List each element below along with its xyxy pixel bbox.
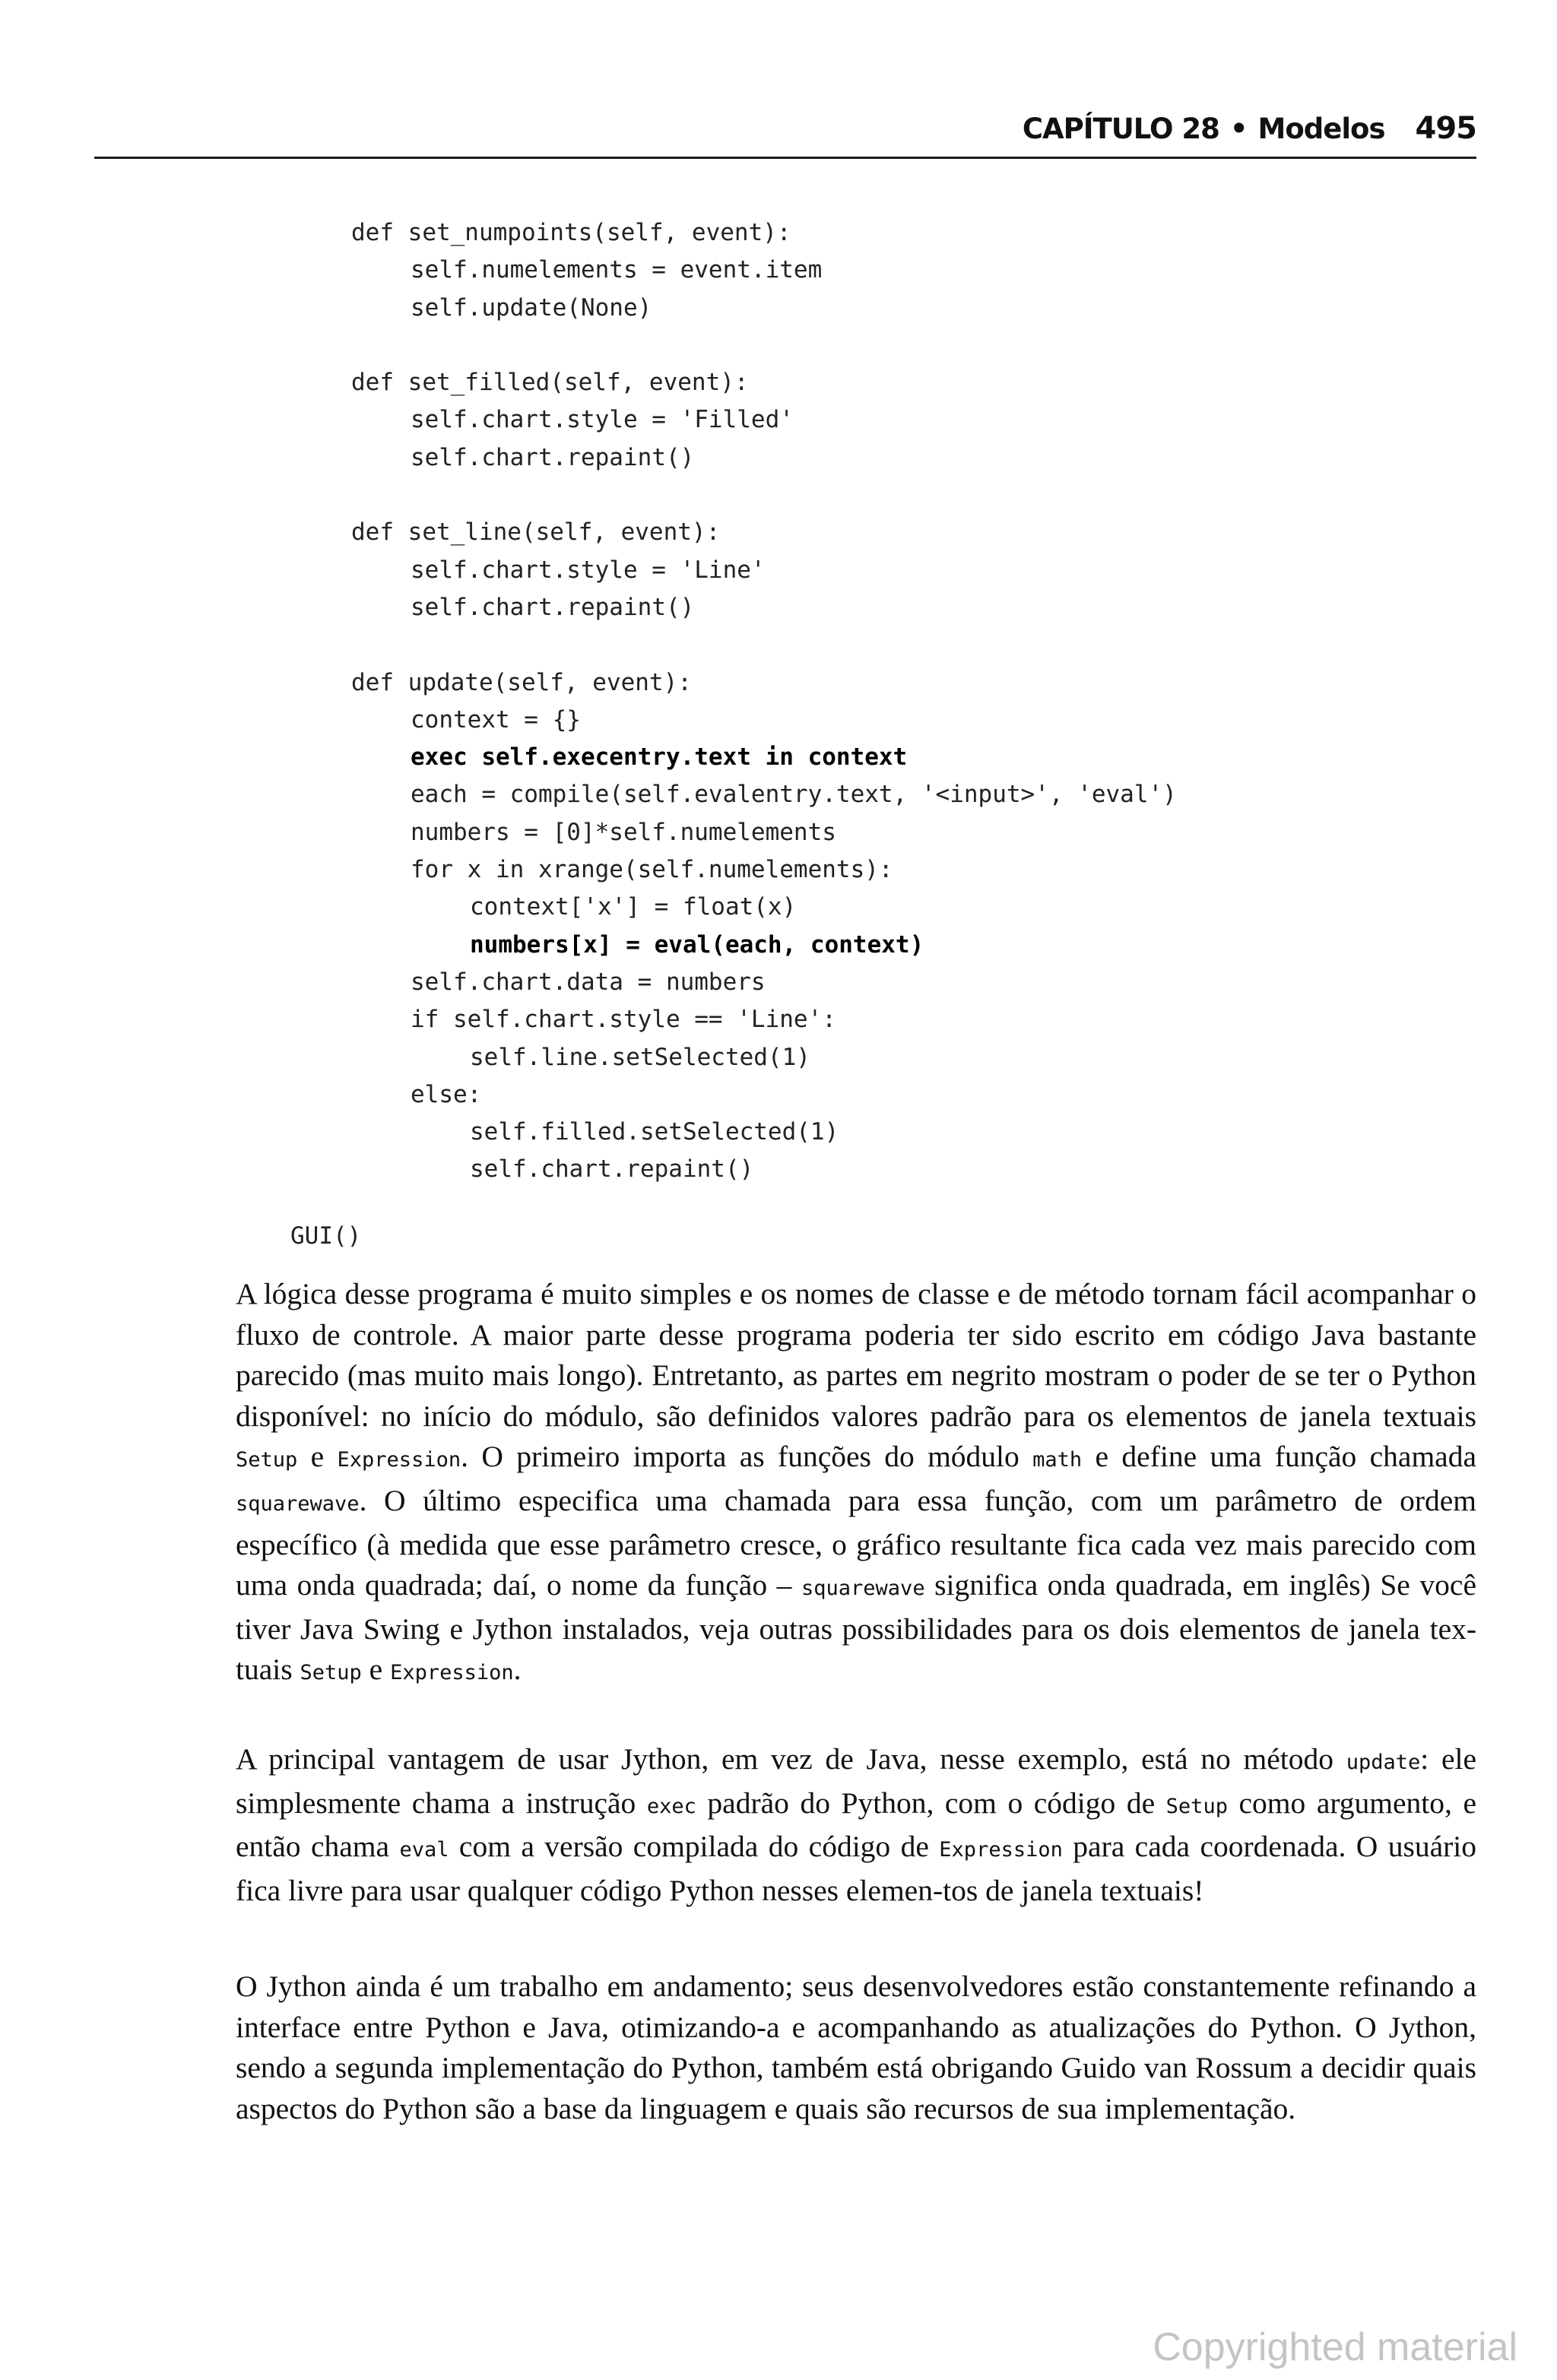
code-line: each = compile(self.evalentry.text, '<input>', 'eval') bbox=[411, 781, 1177, 809]
section-label: Modelos bbox=[1257, 113, 1385, 145]
code-line bbox=[351, 626, 1177, 664]
code-line: self.chart.data = numbers bbox=[411, 968, 766, 996]
paragraph-text: A principal vantagem de usar Jython, em vez de Java, nesse exemplo, está no método bbox=[236, 1742, 1346, 1776]
paragraph-text: . bbox=[513, 1653, 522, 1687]
code-line: else: bbox=[411, 1080, 482, 1108]
code-line bbox=[351, 477, 1177, 514]
paragraph-text: : ele simplesmente chama a instrução bbox=[236, 1742, 1477, 1820]
paragraph-text: . O primeiro importa as funções do módulo bbox=[461, 1440, 1033, 1474]
inline-code: squarewave bbox=[801, 1577, 925, 1601]
code-listing bbox=[351, 214, 1177, 1189]
code-line: numbers = [0]*self.numelements bbox=[411, 818, 836, 846]
code-line: self.chart.style = 'Filled' bbox=[411, 406, 794, 434]
code-line: self.filled.setSelected(1) bbox=[470, 1118, 839, 1146]
code-line: def update(self, event): bbox=[351, 668, 692, 696]
paragraph-text: como argumento, e então chama bbox=[236, 1786, 1476, 1864]
code-gui-call: GUI() bbox=[290, 1222, 362, 1250]
page-header bbox=[94, 111, 1476, 159]
code-line: self.numelements = event.item bbox=[411, 256, 823, 284]
separator-bullet: • bbox=[1229, 113, 1248, 145]
code-line: def set_line(self, event): bbox=[351, 518, 721, 547]
code-line: numbers[x] = eval(each, context) bbox=[470, 930, 924, 959]
inline-code: Setup bbox=[1165, 1794, 1228, 1818]
inline-code: squarewave bbox=[236, 1491, 360, 1516]
code-line bbox=[351, 327, 1177, 364]
paragraph-text: com a versão compilada do código de bbox=[449, 1830, 940, 1864]
code-line: for x in xrange(self.numelements): bbox=[411, 856, 893, 884]
paragraph-2 bbox=[236, 1739, 1476, 1911]
paragraph-text: e bbox=[297, 1440, 338, 1474]
page-number: 495 bbox=[1415, 111, 1476, 146]
inline-code: exec bbox=[646, 1794, 696, 1818]
paragraph-text: A lógica desse programa é muito simples e os nomes de classe e de método tornam fácil acompanhar o fluxo de controle. A maior parte desse programa poderia ter sido escrito em código Java bastante parecido (mas muito mais longo). Entretanto, as partes em negrito mostram o poder de se ter o Python disponível: no início do módulo, são definidos valores padrão para os elementos de janela textuais bbox=[236, 1277, 1476, 1433]
code-line: context['x'] = float(x) bbox=[470, 893, 797, 921]
paragraph-text: e bbox=[361, 1653, 391, 1687]
paragraph-text: e define uma função chamada bbox=[1082, 1440, 1476, 1474]
inline-code: Setup bbox=[300, 1661, 362, 1685]
paragraph-3 bbox=[236, 1966, 1476, 2129]
chapter-label: CAPÍTULO 28 bbox=[1022, 113, 1219, 145]
code-line: self.chart.repaint() bbox=[411, 593, 695, 621]
code-line: context = {} bbox=[411, 705, 581, 734]
code-line: self.chart.style = 'Line' bbox=[411, 556, 766, 584]
code-line: def set_filled(self, event): bbox=[351, 369, 749, 397]
running-head bbox=[1023, 111, 1476, 146]
paragraph-text: para cada coordenada. O usuário fica livre para usar qualquer código Python nesses elemen-tos de janela textuais! bbox=[236, 1830, 1476, 1907]
inline-code: Expression bbox=[390, 1661, 514, 1685]
inline-code: Setup bbox=[236, 1448, 298, 1472]
paragraph-1 bbox=[236, 1274, 1476, 1694]
code-line: def set_numpoints(self, event): bbox=[351, 219, 791, 246]
copyright-watermark: Copyrighted material bbox=[1153, 2325, 1517, 2369]
inline-code: Expression bbox=[337, 1448, 461, 1472]
paragraph-text: . O último especifica uma chamada para essa função, com um parâmetro de ordem específico (à medida que esse parâmetro cresce, o gráfico resultante fica cada vez mais parecido com uma onda quadrada; daí, o nome da função – bbox=[236, 1483, 1476, 1602]
code-line: if self.chart.style == 'Line': bbox=[411, 1006, 836, 1034]
inline-code: math bbox=[1032, 1448, 1083, 1472]
paragraph-text: padrão do Python, com o código de bbox=[696, 1786, 1166, 1820]
inline-code: eval bbox=[399, 1838, 449, 1862]
paragraph-text: O Jython ainda é um trabalho em andamento; seus desenvolvedores estão constantemente refinando a interface entre Python e Java, otimizando-a e acompanhando as atualizações do Python. O Jython, sendo a segunda implementação do Python, também está obrigando Guido van Rossum a decidir quais aspectos do Python são a base da linguagem e quais são recursos de sua implementação. bbox=[236, 1970, 1476, 2125]
code-line: self.update(None) bbox=[411, 293, 652, 322]
inline-code: update bbox=[1346, 1751, 1421, 1774]
code-line: self.line.setSelected(1) bbox=[470, 1043, 810, 1071]
code-line: exec self.execentry.text in context bbox=[411, 743, 908, 772]
code-line: self.chart.repaint() bbox=[411, 443, 695, 471]
paragraph-text: significa onda quadrada, em inglês) Se você tiver Java Swing e Jython instalados, veja outras possibilidades para os dois elementos de janela tex-tuais bbox=[236, 1568, 1476, 1687]
code-line: self.chart.repaint() bbox=[470, 1155, 754, 1184]
inline-code: Expression bbox=[939, 1838, 1063, 1862]
